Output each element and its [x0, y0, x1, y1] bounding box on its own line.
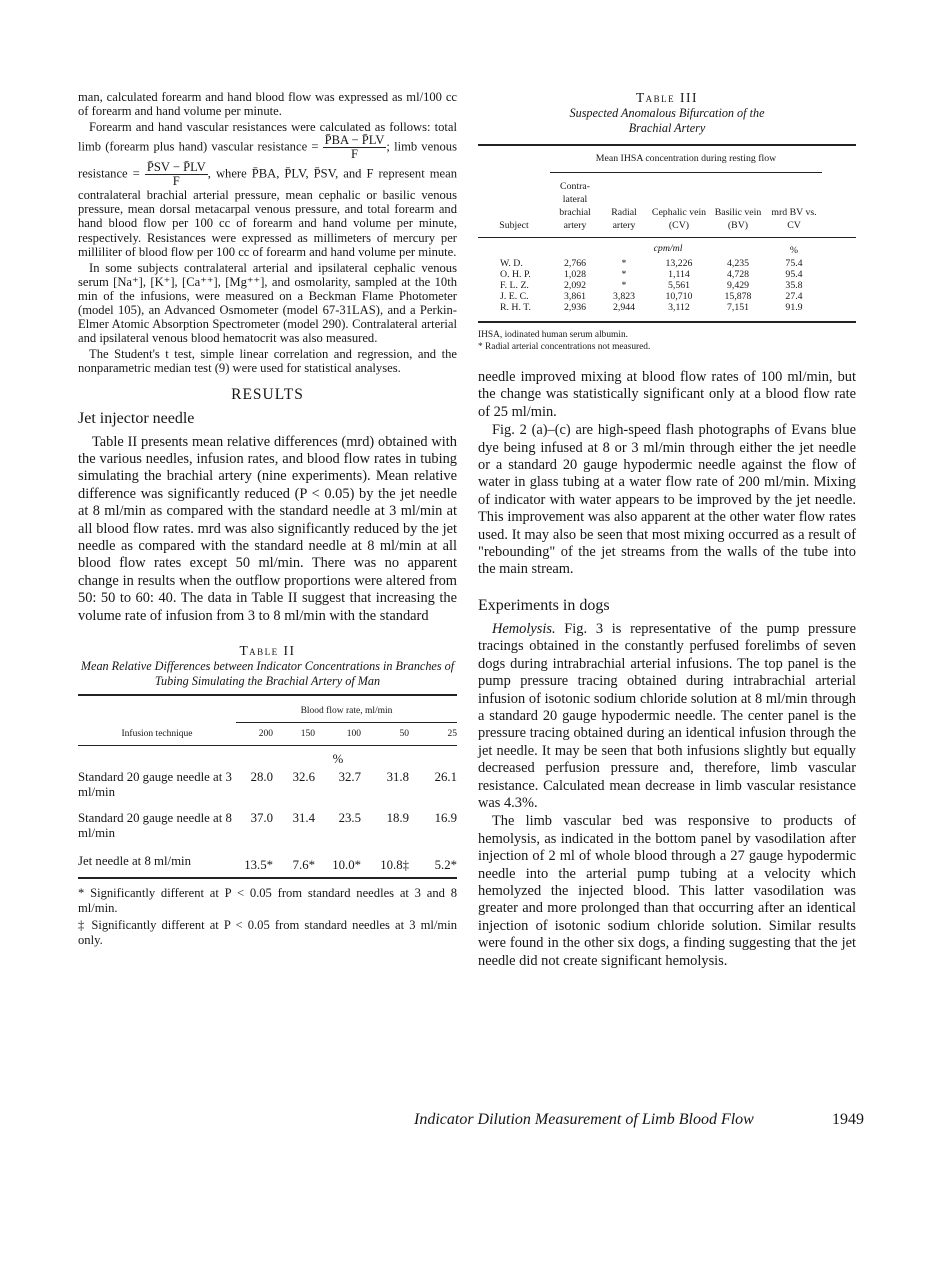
table3-footnote: * Radial arterial concentrations not measured.: [478, 342, 651, 352]
paragraph-fig2: Fig. 2 (a)–(c) are high-speed flash photographs of Evans blue dye being infused at 8 or 3 ml/min through either the jet needle or a standard 20 gauge hypodermic needle against the flow of water in glass tubing at a water flow rate of 200 ml/min. Mixing of indicator with water appears to be improved by the jet needle. This improvement was also apparent at the other water flow rates used. It may also be seen that most mixing occurred as a result of "rebounding" of the jet streams from the walls of the tube into the main stream.: [478, 422, 856, 578]
paragraph-flow-units: man, calculated forearm and hand blood flow was expressed as ml/100 cc of forearm and hand volume per minute.: [78, 90, 457, 119]
table-row: J. E. C. 3,861 3,823 10,710 15,878 27.4: [500, 291, 803, 302]
table3-col-header: Contra-lateral brachial artery: [559, 181, 591, 231]
page-number: 1949: [832, 1111, 864, 1128]
table2-unit: %: [332, 751, 344, 766]
equation-venous-resistance: $\frac{P̄SV - P̄LV}{F}$: [146, 160, 206, 189]
table-row: Jet needle at 8 ml/min 13.5* 7.6* 10.0* 10.8‡ 5.2*: [78, 844, 457, 877]
table2-row-header: Infusion technique: [121, 728, 193, 739]
table-row: Standard 20 gauge needle at 3 ml/min 28.0 32.6 32.7 31.8 26.1: [78, 767, 457, 803]
table2-col-header: 50: [399, 728, 409, 739]
resistance-text-mid: ; limb venous resistance =: [78, 139, 457, 181]
table2-title: Table II: [239, 642, 296, 658]
table2-group-header: Blood flow rate, ml/min: [236, 700, 457, 723]
running-footer: [414, 1111, 864, 1129]
paragraph-table2-discussion: Table II presents mean relative differences (mrd) obtained with the various needles, infusion rates, and blood flow rates in tubing simulating the brachial artery (nine experiments). Mean relative difference was significantly reduced (P < 0.05) by the jet needle at 8 ml/min as compared with the standard needle at 3 ml/min at all blood flow rates. mrd was also significantly reduced by the jet needle as compared with the standard needle at 8 ml/min at all blood flow rates except 50 ml/min. There was no apparent change in results when the outflow proportions were altered from 50: 50 to 60: 40. The data in Table II suggest that increasing the volume rate of infusion from 3 to 8 ml/min with the standard: [78, 433, 457, 624]
table3-col-header: Subject: [499, 220, 529, 231]
paragraph-resistance: Forearm and hand vascular resistances were calculated as follows: total limb (forearm plus hand) vascular resistance = $\frac{P̄BA - P̄LV}{F}$ ; limb venous resistance = $\frac{P̄SV - P̄LV}{F}$ , where P̄BA, P̄LV, P̄SV, and F represent mean contralateral brachial arterial pressure, mean cephalic or basilic venous pressure, mean dorsal metacarpal venous pressure, and total forearm and hand blood flow per 100 cc of forearm and hand volume per minute, respectively. Resistances were expressed as millimeters of mercury per milliliter of blood flow per 100 cc of forearm and hand volume per minute.: [78, 120, 457, 259]
table3-footnote: IHSA, iodinated human serum albumin.: [478, 330, 628, 340]
table-row: F. L. Z. 2,092 * 5,561 9,429 35.8: [500, 280, 803, 291]
table2-caption: [78, 643, 457, 689]
table3-title: Table III: [635, 90, 699, 105]
table2-footnote: ‡ Significantly different at P < 0.05 from standard needles at 3 ml/min only.: [78, 917, 457, 947]
table-row: R. H. T. 2,936 2,944 3,112 7,151 91.9: [500, 302, 803, 313]
paragraph-limb-vascular: The limb vascular bed was responsive to products of hemolysis, as indicated in the bottom panel by vasodilation after injection of 2 ml of whole blood through a 27 gauge hypodermic needle into the arterial pump tubing at a velocity which hemolyzed the injected blood. This latter vasodilation was greater and more prolonged than that occurring after an identical injection of isotonic sodium chloride solution. Similar results were found in the other six dogs, a finding suggesting that the jet needle did not create significant hemolysis.: [478, 813, 856, 969]
table-row: Standard 20 gauge needle at 8 ml/min 37.0 31.4 23.5 18.9 16.9: [78, 803, 457, 844]
table3-footnotes: [478, 329, 856, 353]
footer-title: Indicator Dilution Measurement of Limb Blood Flow: [414, 1111, 754, 1128]
paragraph-serum: In some subjects contralateral arterial and ipsilateral cephalic venous serum [Na⁺], [K⁺], [Ca⁺⁺], [Mg⁺⁺], and osmolarity, sampled at the 10th min of the infusions, were measured on a Beckman Flame Photometer (model 105), an Advanced Osmometer (model 67-31LAS), and a Perkin-Elmer Atomic Absorption Spectrometer (model 290). Contralateral arterial and ipsilateral venous blood hematocrit was also measured.: [78, 260, 457, 346]
heading-dogs: Experiments in dogs: [478, 596, 610, 614]
table-row: W. D. 2,766 * 13,226 4,235 75.4: [500, 258, 803, 269]
table2-footnote: * Significantly different at P < 0.05 from standard needles at 3 and 8 ml/min.: [78, 885, 457, 915]
resistance-text-a: Forearm and hand vascular resistances were calculated as follows: total limb (forearm plus hand) vascular resistance: [78, 120, 457, 154]
table3-col-header: mrd BV vs. CV: [771, 207, 817, 231]
table3-col-header: Cephalic vein (CV): [651, 207, 707, 231]
heading-jet-injector: Jet injector needle: [78, 409, 195, 427]
table3-unit-pct: %: [789, 244, 799, 256]
table3-col-header: Basilic vein (BV): [714, 207, 762, 231]
table3: [478, 146, 856, 321]
table2-col-header: 100: [346, 728, 361, 739]
table2-row-label: Standard 20 gauge needle at 8 ml/min: [78, 810, 232, 840]
table2-row-label: Jet needle at 8 ml/min: [78, 853, 192, 868]
table2: [78, 700, 457, 877]
table3-subtitle: Suspected Anomalous Bifurcation of the Brachial Artery: [569, 106, 765, 135]
table3-unit-cpm: cpm/ml: [653, 243, 683, 254]
left-column: [78, 90, 457, 948]
paragraph-needle-mixing: needle improved mixing at blood flow rates of 100 ml/min, but the change was statistically significant only at a blood flow rate of 25 ml/min.: [478, 369, 856, 420]
table2-subtitle: Mean Relative Differences between Indicator Concentrations in Branches of Tubing Simulating the Brachial Artery of Man: [80, 658, 455, 688]
table2-footnotes: [78, 886, 457, 948]
equation-total-resistance: $\frac{P̄BA - P̄LV}{F}$: [324, 133, 385, 162]
paragraph-statistics: The Student's t test, simple linear correlation and regression, and the nonparametric median test (9) were used for statistical analyses.: [78, 347, 457, 376]
table3-group-header: Mean IHSA concentration during resting flow: [550, 152, 822, 173]
table3-caption: [478, 90, 856, 136]
paragraph-hemolysis: Hemolysis. Fig. 3 is representative of the pump pressure tracings obtained in the constantly perfused forelimbs of seven dogs during intrabrachial arterial infusions. The top panel is the pump pressure tracing obtained during intrabrachial arterial infusion of isotonic sodium chloride solution at 8 ml/min through a standard 20 gauge hypodermic needle. The center panel is the pressure tracing obtained during an identical infusion through the jet needle. It may be seen that both infusions slightly but equally decreased perfusion pressure and, therefore, limb vascular resistance. Calculated mean decrease in limb vascular resistance was 4.3%.: [478, 620, 856, 811]
resistance-text-b: , where P̄BA, P̄LV, P̄SV, and F represent mean contralateral brachial arterial pressure, mean cephalic or basilic venous pressure, mean dorsal metacarpal venous pressure, and total forearm and hand blood flow per 100 cc of forearm and hand volume per minute, respectively. Resistances were expressed as millimeters of mercury per milliliter of blood flow per 100 cc of forearm and hand volume per minute.: [78, 166, 457, 259]
table2-col-header: 150: [300, 728, 315, 739]
table2-col-header: 200: [258, 728, 273, 739]
table2-row-label: Standard 20 gauge needle at 3 ml/min: [78, 769, 232, 799]
table3-col-header: Radial artery: [611, 207, 637, 231]
right-column: [478, 90, 856, 970]
table2-col-header: 25: [447, 728, 457, 739]
table-row: O. H. P. 1,028 * 1,114 4,728 95.4: [500, 269, 803, 280]
heading-results: RESULTS: [231, 385, 304, 403]
